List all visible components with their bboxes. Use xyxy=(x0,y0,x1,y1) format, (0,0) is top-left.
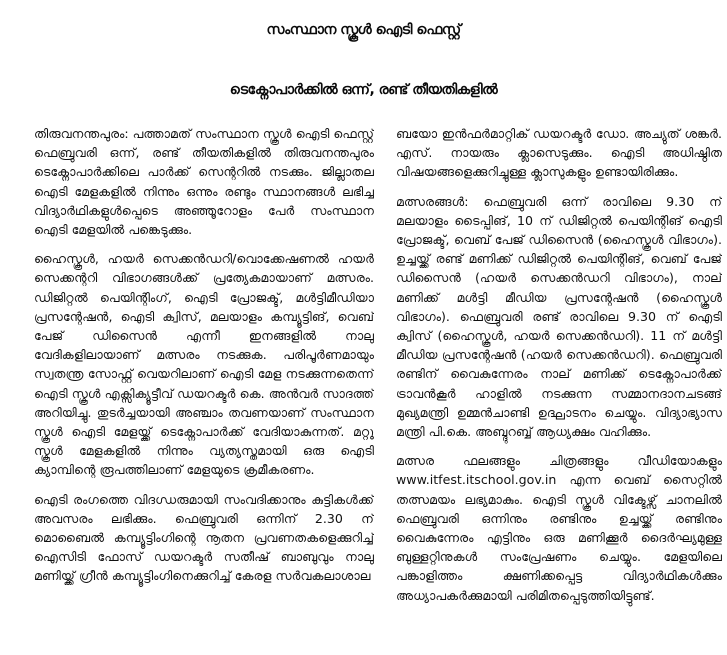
article-paragraph: മത്സര ഫലങ്ങളും ചിത്രങ്ങളും വീഡിയോകളും www.itfest.itschool.gov.in എന്ന വെബ് സൈറ്റിൽ തത്സമയം ലഭ്യമാകും. ഐടി സ്കൂൾ വിക്ടേഴ്സ് ചാനലിൽ ഫെബ്രുവരി ഒന്നിനും രണ്ടിനും ഉച്ചയ്ക്ക് രണ്ടിനും വൈകുന്നേരം എട്ടിനും ഒരു മണിക്കൂർ ദൈർഘ്യമുള്ള ബുള്ളറ്റിനുകൾ സംപ്രേഷണം ചെയ്യും. മേളയിലെ പങ്കാളിത്തം ക്ഷണിക്കപ്പെട്ട വിദ്യാർഥികൾക്കും അധ്യാപകർക്കുമായി പരിമിതപ്പെടുത്തിയിട്ടുണ്ട്. xyxy=(396,453,722,603)
article-paragraph: ഐടി രംഗത്തെ വിദഗ്ധരുമായി സംവദിക്കാനും കുട്ടികൾക്ക് അവസരം ലഭിക്കും. ഫെബ്രുവരി ഒന്നിന് 2.30 ന് മൊബൈൽ കമ്പ്യൂട്ടിംഗിന്റെ നൂതന പ്രവണതകളെക്കുറിച്ച് ഐസിടി ഫോസ് ഡയറക്ടർ സതീഷ് ബാബുവും നാലു മണിയ്ക്ക് ഗ്രീൻ കമ്പ്യൂട്ടിംഗിനെക്കുറിച്ച് കേരള സർവകലാശാല xyxy=(34,491,374,584)
headline-line-1: സംസ്ഥാന സ്കൂൾ ഐടി ഫെസ്റ്റ് xyxy=(266,22,461,38)
article-paragraph: ഹൈസ്കൂൾ, ഹയർ സെക്കൻഡറി/വൊക്കേഷണൽ ഹയർ സെക്കന്ററി വിഭാഗങ്ങൾക്ക് പ്രത്യേകമായാണ് മത്സരം. ഡിജിറ്റൽ പെയിന്റിംഗ്, ഐടി പ്രോജക്ട്, മൾട്ടിമീഡിയാ പ്രസന്റേഷൻ, ഐടി ക്വിസ്, മലയാളം കമ്പ്യൂട്ടിങ്, വെബ് പേജ് ഡിസൈൻ എന്നീ ഇനങ്ങളിൽ നാലു വേദികളിലായാണ് മത്സരം നടക്കുക. പരിപൂർണമായും സ്വതന്ത്ര സോഫ്റ്റ് വെയറിലാണ് ഐടി മേള നടക്കുന്നതെന്ന് ഐടി സ്കൂൾ എക്സിക്യൂട്ടീവ് ഡയറക്ടർ കെ. അൻവർ സാദത്ത് അറിയിച്ചു. തുടർച്ചയായി അഞ്ചാം തവണയാണ് സംസ്ഥാന സ്കൂൾ ഐടി മേളയ്ക്ക് ടെക്നോപാർക്ക് വേദിയാകുന്നത്. മറ്റു സ്കൂൾ മേളകളിൽ നിന്നും വ്യത്യസ്തമായി ഒരു ഐടി ക്യാമ്പിന്റെ രൂപത്തിലാണ് മേളയുടെ ക്രമീകരണം. xyxy=(34,251,374,478)
article-paragraph: മത്സരങ്ങൾ: ഫെബ്രുവരി ഒന്ന് രാവിലെ 9.30 ന് മലയാളം ടൈപ്പിങ്, 10 ന് ഡിജിറ്റൽ പെയിന്റിങ് ഐടി പ്രോജക്ട്, വെബ് പേജ് ഡിസൈൻ (ഹൈസ്കൂൾ വിഭാഗം). ഉച്ചയ്ക്ക് രണ്ട് മണിക്ക് ഡിജിറ്റൽ പെയിന്റിങ്, വെബ് പേജ് ഡിസൈൻ (ഹയർ സെക്കൻഡറി വിഭാഗം), നാല് മണിക്ക് മൾട്ടി മീഡിയ പ്രസന്റേഷൻ (ഹൈസ്കൂൾ വിഭാഗം). ഫെബ്രുവരി രണ്ട് രാവിലെ 9.30 ന് ഐടി ക്വിസ് (ഹൈസ്കൂൾ, ഹയർ സെക്കൻഡറി). 11 ന് മൾട്ടി മീഡിയ പ്രസന്റേഷൻ (ഹയർ സെക്കൻഡറി). ഫെബ്രുവരി രണ്ടിന് വൈകുന്നേരം നാല് മണിക്ക് ടെക്നോപാർക്ക് ട്രാവൻകൂർ ഹാളിൽ നടക്കുന്ന സമ്മാനദാനചടങ്ങ് മുഖ്യമന്ത്രി ഉമ്മൻചാണ്ടി ഉദ്ഘാടനം ചെയ്യും. വിദ്യാഭ്യാസ മന്ത്രി പി.കെ. അബ്ദുറബ്ബ് ആധ്യക്ഷം വഹിക്കും. xyxy=(396,193,722,440)
article-paragraph: ബയോ ഇൻഫർമാറ്റിക് ഡയറക്ടർ ഡോ. അച്യുത് ശങ്കർ. എസ്. നായരും ക്ലാസെടുക്കും. ഐടി അധിഷ്ഠിത വിഷയങ്ങളെക്കുറിച്ചുള്ള ക്ലാസുകളും ഉണ്ടായിരിക്കും. xyxy=(396,126,722,180)
article-paragraph: തിരുവനന്തപുരം: പത്താമത് സംസ്ഥാന സ്കൂൾ ഐടി ഫെസ്റ്റ് ഫെബ്രുവരി ഒന്ന്, രണ്ട് തീയതികളിൽ തിരുവനന്തപുരം ടെക്നോപാർക്കിലെ പാർക്ക് സെന്ററിൽ നടക്കും. ജില്ലാതല ഐടി മേളകളിൽ നിന്നും ഒന്നും രണ്ടും സ്ഥാനങ്ങൾ ലഭിച്ച വിദ്യാർഥികളുൾപ്പെടെ അഞ്ഞൂറോളം പേർ സംസ്ഥാന ഐടി മേളയിൽ പങ്കെടുക്കും. xyxy=(34,126,374,238)
article-left-column xyxy=(34,124,374,655)
article-right-column xyxy=(396,124,722,655)
headline-line-2: ടെക്നോപാർക്കിൽ ഒന്ന്, രണ്ട് തീയതികളിൽ xyxy=(229,82,498,98)
